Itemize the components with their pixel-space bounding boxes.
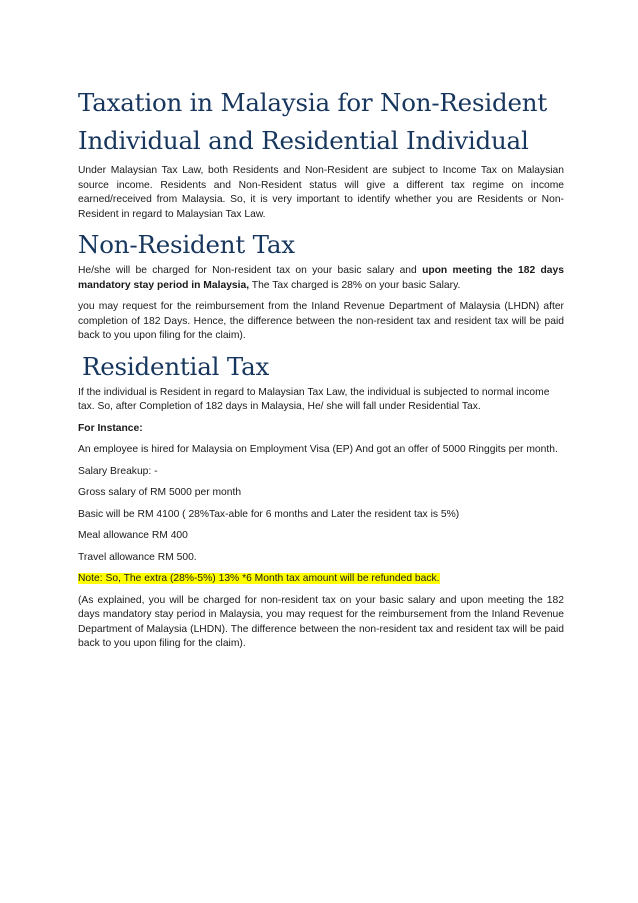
for-instance-label: For Instance: — [78, 422, 143, 434]
residential-paragraph-1: If the individual is Resident in regard to Malaysian Tax Law, the individual is subjected to normal income tax. So, after Completion of 182 days in Malaysia, He/ she will fall under Residential Tax. — [78, 386, 550, 412]
residential-heading: Residential Tax — [82, 351, 270, 381]
document-body — [78, 84, 564, 652]
example-paragraph: An employee is hired for Malaysia on Employment Visa (EP) And got an offer of 5000 Ringgits per month. — [78, 444, 558, 455]
non-resident-paragraph-2: you may request for the reimbursement from the Inland Revenue Department of Malaysia (LHDN) after completion of 182 Days. Hence, the difference between the non-resident tax and resident tax will be paid back to you upon filing for the claim). — [78, 301, 564, 341]
highlighted-note: Note: So, The extra (28%-5%) 13% *6 Month tax amount will be refunded back. — [78, 573, 440, 584]
intro-paragraph: Under Malaysian Tax Law, both Residents and Non-Resident are subject to Income Tax on Malaysian source income. Residents and Non-Resident status will give a different tax regime on income earned/received from Malaysia. So, it is very important to identify whether you are Residents or Non-Resident in regard to Malaysian Tax Law. — [78, 165, 564, 220]
non-resident-paragraph-1 — [78, 264, 564, 293]
non-resident-text-b: The Tax charged is 28% on your basic Salary. — [249, 279, 461, 291]
gross-salary-line: Gross salary of RM 5000 per month — [78, 487, 242, 498]
basic-salary-line: Basic will be RM 4100 ( 28%Tax-able for 6 months and Later the resident tax is 5%) — [78, 508, 460, 520]
meal-allowance-line: Meal allowance RM 400 — [78, 530, 188, 541]
non-resident-heading: Non-Resident Tax — [78, 230, 295, 259]
non-resident-text-a: He/she will be charged for Non-resident tax on your basic salary and — [78, 265, 423, 276]
non-resident-bold-text: upon meeting the 182 days mandatory stay period in Malaysia, — [78, 265, 564, 291]
page-title: Taxation in Malaysia for Non-Resident Individual and Residential Individual — [78, 88, 547, 155]
salary-breakup-label: Salary Breakup: - — [78, 465, 158, 477]
closing-paragraph: (As explained, you will be charged for non-resident tax on your basic salary and upon meeting the 182 days mandatory stay period in Malaysia, you may request for the reimbursement from the Inland Revenue Department of Malaysia (LHDN). The difference between the non-resident tax and resident tax will be paid back to you upon filing for the claim). — [78, 594, 564, 649]
travel-allowance-line: Travel allowance RM 500. — [78, 551, 197, 563]
note-line — [78, 572, 564, 587]
